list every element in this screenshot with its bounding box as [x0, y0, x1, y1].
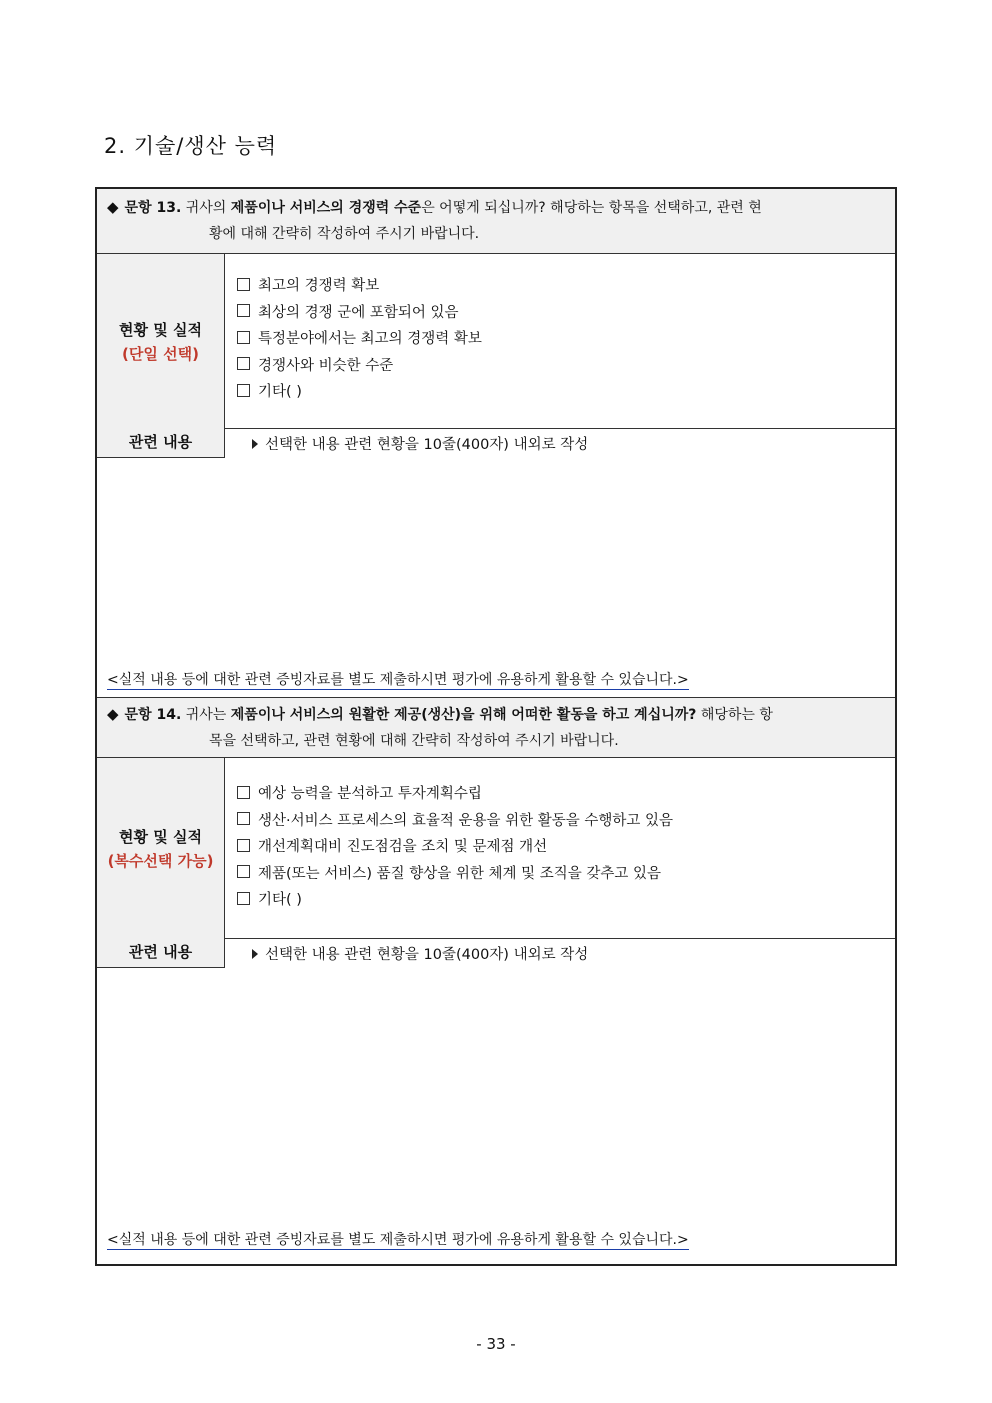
checkbox-icon[interactable]	[237, 839, 250, 852]
q13-text-post: 은 어떻게 되십니까? 해당하는 항목을 선택하고, 관련 현	[421, 200, 762, 216]
q13-label-sub: (단일 선택)	[122, 344, 199, 363]
q13-option[interactable]: 특정분야에서는 최고의 경쟁력 확보	[237, 326, 482, 353]
q14-option[interactable]: 제품(또는 서비스) 품질 향상을 위한 체계 및 조직을 갖추고 있음	[237, 861, 673, 888]
q13-question-line2: 황에 대해 간략히 작성하여 주시기 바랍니다.	[209, 226, 480, 242]
q14-label-main: 현황 및 실적	[119, 827, 202, 846]
q14-option[interactable]: 생산·서비스 프로세스의 효율적 운용을 위한 활동을 수행하고 있음	[237, 808, 673, 835]
checkbox-icon[interactable]	[237, 786, 250, 799]
q14-status-label	[97, 758, 225, 938]
q14-question-line1	[107, 701, 773, 729]
checkbox-icon[interactable]	[237, 331, 250, 344]
checkbox-icon[interactable]	[237, 384, 250, 397]
checkbox-icon[interactable]	[237, 892, 250, 905]
page-number: - 33 -	[476, 1335, 516, 1353]
q14-question-line2: 목을 선택하고, 관련 현황에 대해 간략히 작성하여 주시기 바랍니다.	[209, 733, 619, 749]
checkbox-icon[interactable]	[237, 304, 250, 317]
q14-related-label: 관련 내용	[97, 938, 225, 968]
q14-number: 문항 14.	[124, 707, 182, 723]
q14-text-bold: 제품이나 서비스의 원활한 제공(생산)을 위해 어떠한 활동을 하고 계십니까?	[230, 707, 697, 723]
diamond-icon: ◆	[107, 198, 119, 216]
q13-text-bold: 제품이나 서비스의 경쟁력 수준	[230, 200, 422, 216]
diamond-icon: ◆	[107, 705, 119, 723]
q13-evidence-note: <실적 내용 등에 대한 관련 증빙자료를 별도 제출하시면 평가에 유용하게 활용할 수 있습니다.>	[107, 672, 689, 688]
q13-guide: 선택한 내용 관련 현황을 10줄(400자) 내외로 작성	[252, 433, 588, 454]
q13-option[interactable]: 최고의 경쟁력 확보	[237, 273, 482, 300]
q13-option[interactable]: 경쟁사와 비슷한 수준	[237, 353, 482, 380]
section-title: 2. 기술/생산 능력	[104, 134, 278, 158]
checkbox-icon[interactable]	[237, 278, 250, 291]
q14-option[interactable]: 개선계획대비 진도점검을 조치 및 문제점 개선	[237, 834, 673, 861]
q14-evidence-note: <실적 내용 등에 대한 관련 증빙자료를 별도 제출하시면 평가에 유용하게 활용할 수 있습니다.>	[107, 1232, 689, 1248]
survey-form	[95, 187, 897, 1266]
q13-options	[237, 273, 482, 406]
q14-text-post: 해당하는 항	[696, 707, 773, 723]
triangle-right-icon	[252, 949, 258, 959]
q13-header	[97, 189, 895, 254]
q13-status-label	[97, 254, 225, 428]
checkbox-icon[interactable]	[237, 865, 250, 878]
q14-guide: 선택한 내용 관련 현황을 10줄(400자) 내외로 작성	[252, 943, 588, 964]
q14-option[interactable]: 기타( )	[237, 887, 673, 914]
q13-option[interactable]: 기타( )	[237, 379, 482, 406]
checkbox-icon[interactable]	[237, 357, 250, 370]
q13-number: 문항 13.	[124, 200, 182, 216]
checkbox-icon[interactable]	[237, 812, 250, 825]
q14-header	[97, 697, 895, 758]
q14-option[interactable]: 예상 능력을 분석하고 투자계획수립	[237, 781, 673, 808]
q14-label-sub: (복수선택 가능)	[107, 851, 214, 870]
triangle-right-icon	[252, 439, 258, 449]
q13-related-label: 관련 내용	[97, 428, 225, 458]
q13-question-line1	[107, 194, 762, 222]
q13-text-pre: 귀사의	[181, 200, 231, 216]
q14-options	[237, 781, 673, 914]
q13-label-main: 현황 및 실적	[119, 320, 202, 339]
q13-option[interactable]: 최상의 경쟁 군에 포함되어 있음	[237, 300, 482, 327]
q14-text-pre: 귀사는	[181, 707, 231, 723]
